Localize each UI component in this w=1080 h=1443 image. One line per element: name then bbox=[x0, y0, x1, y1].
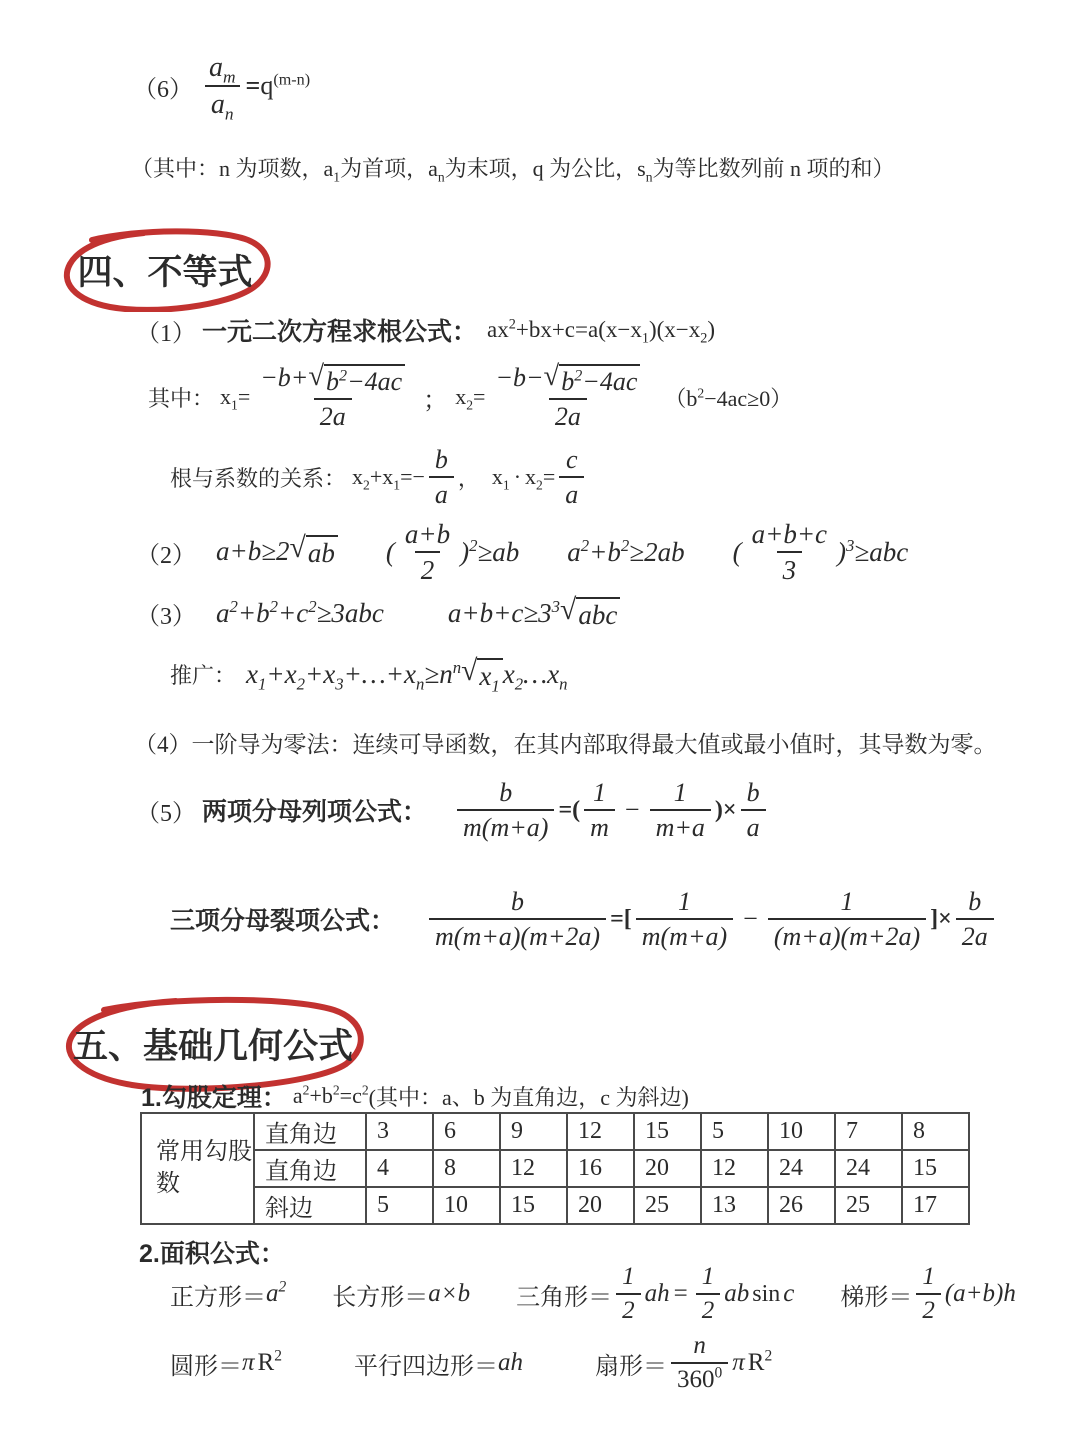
am-gm-two-terms: a+b≥2 √ ab bbox=[216, 535, 338, 568]
x1-symbol: $x_1=$ bbox=[220, 384, 251, 413]
row-label: 斜边 bbox=[254, 1187, 366, 1224]
cube-of-mean: ( $\frac{a+b+c}{3}$ )$^3$≥abc bbox=[732, 518, 909, 585]
equals-bracket: =[ bbox=[610, 905, 632, 932]
pythagorean-triples-table bbox=[140, 1112, 970, 1225]
table-row bbox=[141, 1187, 969, 1224]
formula-body: $ax^2+bx+c=a(x-x_1)(x-x_2)$ bbox=[487, 316, 716, 347]
table-cell: 12 bbox=[567, 1113, 634, 1150]
row-label: 直角边 bbox=[254, 1113, 366, 1150]
item-label: （2） bbox=[136, 542, 196, 569]
fraction-1-m: $\frac{1}{m}$ bbox=[584, 778, 615, 842]
table-cell: 15 bbox=[634, 1113, 701, 1150]
square-root: √ ab bbox=[290, 535, 338, 568]
sum-of-roots: $x_2+x_1=-$ bbox=[352, 464, 425, 493]
root-coefficient-relation bbox=[170, 446, 588, 508]
section-heading-inequality bbox=[58, 228, 272, 312]
table-cell: 4 bbox=[366, 1150, 433, 1187]
rule-text: 一阶导为零法：连续可导函数，在其内部取得最大值或最小值时，其导数为零。 bbox=[191, 732, 997, 757]
fraction-lhs: $\frac{b}{m(m+a)}$ bbox=[457, 778, 554, 842]
table-cell: 8 bbox=[902, 1113, 969, 1150]
parallelogram-area: 平行四边形＝ ah bbox=[353, 1349, 523, 1380]
am-gm-generalization bbox=[170, 655, 568, 696]
nth-root: √ $x_1$ bbox=[461, 658, 503, 691]
table-cell: 10 bbox=[433, 1187, 500, 1224]
note-text: （其中：n 为项数，$a_1$为首项，$a_n$为末项，q 为公比，$s_n$为等比数列前 n 项的和） bbox=[131, 156, 895, 185]
pythagorean-theorem bbox=[141, 1078, 689, 1114]
formula-title: 两项分母列项公式： bbox=[202, 798, 428, 826]
comma: ， bbox=[457, 465, 480, 491]
item-label: （6） bbox=[133, 76, 193, 103]
extension-label: 推广： bbox=[170, 663, 237, 689]
square-root: √ $b^2-4ac$ bbox=[308, 364, 405, 396]
fraction-first: $\frac{1}{m(m+a)}$ bbox=[636, 887, 733, 951]
cube-root: √ abc bbox=[560, 597, 620, 630]
am-gm-three-terms: $a+b+c\ge 3^3$ √ abc bbox=[448, 597, 620, 630]
fraction-am-an bbox=[203, 52, 242, 124]
item-label: （4） bbox=[134, 732, 192, 757]
table-cell: 15 bbox=[500, 1187, 567, 1224]
table-cell: 17 bbox=[902, 1187, 969, 1224]
table-cell: 13 bbox=[701, 1187, 768, 1224]
root2-fraction: −b− √ $b^2-4ac$ 2a bbox=[489, 363, 646, 431]
rectangle-area: 长方形＝ a×b bbox=[332, 1280, 471, 1311]
table-cell: 12 bbox=[500, 1150, 567, 1187]
product-of-roots: $x_1 \cdot x_2=$ bbox=[491, 464, 556, 493]
table-cell: 24 bbox=[768, 1150, 835, 1187]
separator: ； bbox=[423, 387, 448, 414]
minus-sign: − bbox=[743, 904, 758, 933]
square-root: √ $b^2-4ac$ bbox=[544, 364, 641, 396]
section-title: 五、基础几何公式 bbox=[72, 1027, 353, 1066]
table-cell: 9 bbox=[500, 1113, 567, 1150]
root1-fraction: −b+ √ $b^2-4ac$ 2a bbox=[254, 363, 411, 431]
table-cell: 7 bbox=[835, 1113, 902, 1150]
sector-area: 扇形＝ $\frac{n}{360^0}$ π $R^2$ bbox=[594, 1332, 773, 1393]
minus-sign: − bbox=[624, 795, 640, 824]
geometric-ratio-formula bbox=[133, 52, 311, 124]
table-cell: 24 bbox=[835, 1150, 902, 1187]
circle-area: 圆形＝ π $R^2$ bbox=[170, 1347, 282, 1380]
geometric-series-note bbox=[131, 152, 895, 183]
quadratic-roots-formula bbox=[148, 358, 792, 436]
section-title: 四、不等式 bbox=[77, 253, 253, 292]
mean-inequalities bbox=[136, 516, 908, 588]
relation-title: 根与系数的关系： bbox=[170, 465, 347, 491]
sum-of-squares: $a^2+b^2\ge 2ab$ bbox=[567, 535, 685, 567]
table-corner-label: 常用勾股数 bbox=[141, 1113, 254, 1224]
area-formulas-title: 2.面积公式： bbox=[139, 1240, 285, 1268]
fraction-second: $\frac{1}{(m+a)(m+2a)}$ bbox=[768, 887, 926, 951]
theorem-title: 1.勾股定理： bbox=[141, 1084, 287, 1112]
theorem-note: (其中：a、b 为直角边，c 为斜边) bbox=[368, 1084, 689, 1110]
table-cell: 20 bbox=[567, 1187, 634, 1224]
area-formulas-line1 bbox=[170, 1256, 1016, 1332]
square-of-mean: ( $\frac{a+b}{2}$ )$^2$≥ab bbox=[385, 518, 520, 585]
close-times: )× bbox=[714, 796, 737, 823]
item-label: （3） bbox=[136, 604, 196, 630]
derivative-zero-rule bbox=[134, 726, 997, 759]
item-label: （1） bbox=[136, 320, 196, 347]
bracket-times: ]× bbox=[930, 905, 952, 932]
item-label: （5） bbox=[136, 800, 196, 827]
table-cell: 25 bbox=[835, 1187, 902, 1224]
fraction-c-a: $\frac{c}{a}$ bbox=[559, 445, 584, 509]
fraction-denominator: $a_n$ bbox=[205, 85, 240, 120]
rhs-expression: $=q^{(m-n)}$ bbox=[245, 71, 311, 101]
square-area: 正方形＝ $a^2$ bbox=[170, 1278, 287, 1311]
pythagorean-triples bbox=[140, 1112, 970, 1225]
fraction-numerator: $a_m$ bbox=[209, 52, 236, 87]
trapezoid-area: 梯形＝ $\frac{1}{2}$ (a+b)h bbox=[840, 1263, 1016, 1324]
row-label: 直角边 bbox=[254, 1150, 366, 1187]
formula-title: 一元二次方程求根公式： bbox=[202, 318, 478, 346]
table-cell: 5 bbox=[366, 1187, 433, 1224]
extension-formula: $x_1+x_2+x_3+\dots+x_n\ge n^n$ √ $x_1$ $x_2\dots x_n$ bbox=[246, 655, 568, 696]
fraction-b-2a: $\frac{b}{2a}$ bbox=[956, 887, 994, 951]
fraction-b-a: $\frac{b}{a}$ bbox=[741, 778, 766, 842]
table-cell: 5 bbox=[701, 1113, 768, 1150]
table-row bbox=[141, 1113, 969, 1150]
equals-open: =( bbox=[558, 796, 581, 823]
triangle-area: 三角形＝ $\frac{1}{2}$ ah = $\frac{1}{2}$ ab sin c bbox=[516, 1263, 795, 1324]
table-cell: 8 bbox=[433, 1150, 500, 1187]
table-cell: 25 bbox=[634, 1187, 701, 1224]
formula-title: 三项分母裂项公式： bbox=[170, 907, 396, 935]
three-term-inequalities bbox=[136, 593, 620, 631]
discriminant-condition: $(b^2-4ac\ge 0)$ bbox=[664, 385, 793, 411]
table-cell: 26 bbox=[768, 1187, 835, 1224]
theorem-formula: $a^2+b^2=c^2$ bbox=[292, 1082, 369, 1108]
table-cell: 6 bbox=[433, 1113, 500, 1150]
two-term-partial-fraction bbox=[136, 770, 770, 850]
sum-of-squares-three: $a^2+b^2+c^2\ge 3abc$ bbox=[216, 597, 384, 628]
fraction-lhs: $\frac{b}{m(m+a)(m+2a)}$ bbox=[429, 887, 606, 951]
quadratic-factor-formula bbox=[136, 312, 715, 348]
table-row bbox=[141, 1150, 969, 1187]
table-cell: 16 bbox=[567, 1150, 634, 1187]
fraction-b-a: $\frac{b}{a}$ bbox=[429, 445, 454, 509]
table-cell: 10 bbox=[768, 1113, 835, 1150]
table-cell: 12 bbox=[701, 1150, 768, 1187]
x2-symbol: $x_2=$ bbox=[455, 384, 486, 413]
prefix-label: 其中： bbox=[148, 385, 215, 411]
table-cell: 3 bbox=[366, 1113, 433, 1150]
three-term-partial-fraction bbox=[170, 876, 998, 962]
fraction-1-m-plus-a: $\frac{1}{m+a}$ bbox=[650, 778, 711, 842]
table-cell: 15 bbox=[902, 1150, 969, 1187]
table-cell: 20 bbox=[634, 1150, 701, 1187]
area-formulas-line2 bbox=[170, 1332, 772, 1394]
